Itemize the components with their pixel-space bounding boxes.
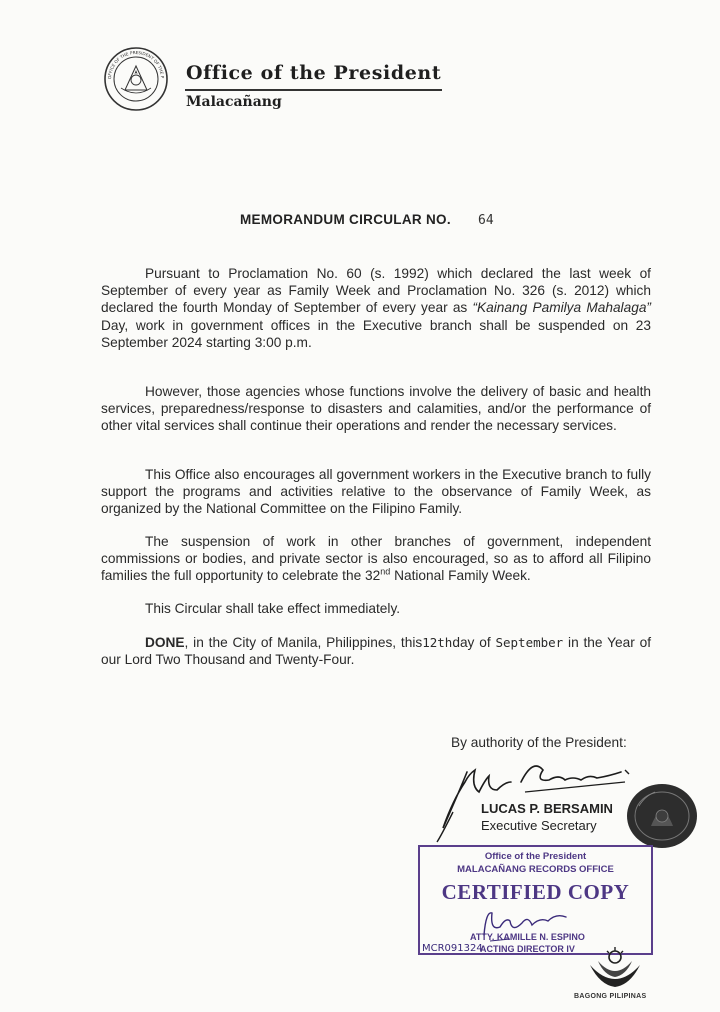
paragraph-6: DONE, in the City of Manila, Philippines, this12thday of September in the Year of our Lord Two Thousand and Twenty-Four. — [101, 635, 652, 668]
stamp-certified-copy: CERTIFIED COPY — [441, 880, 630, 904]
office-subtitle: Malacañang — [186, 94, 282, 110]
filled-day: 12th — [422, 635, 453, 650]
dry-seal-icon — [625, 782, 699, 850]
stamp-control-number: MCR091324 — [422, 943, 483, 954]
bagong-pilipinas-text: BAGONG PILIPINAS — [574, 993, 647, 1000]
presidential-seal-icon — [103, 46, 169, 112]
signer-title: Executive Secretary — [481, 818, 597, 833]
paragraph-2: However, those agencies whose functions involve the delivery of basic and health services, preparedness/response to disasters and calamities, and/or the performance of other vital services shall continue their operations and render the necessary services. — [101, 384, 651, 434]
stamp-signature-icon — [470, 905, 580, 945]
stamp-office: Office of the President — [484, 851, 587, 862]
paragraph-5: This Circular shall take effect immediately. — [145, 601, 401, 616]
authority-line: By authority of the President: — [451, 735, 627, 750]
quoted-day-name: “Kainang Pamilya Mahalaga” — [472, 300, 651, 316]
stamp-records-office: MALACAÑANG RECORDS OFFICE — [457, 864, 614, 875]
paragraph-1: Pursuant to Proclamation No. 60 (s. 1992) which declared the last week of September of every year as Family Week and Proclamation No. 326 (s. 2012) which declared the fourth Monday of September of every year as “Kainang Pamilya Mahalaga” Day, work in government offices in the Executive branch shall be suspended on 23 September 2024 starting 3:00 p.m. — [101, 266, 651, 350]
letterhead-divider — [185, 89, 442, 91]
memo-number: 64 — [478, 213, 494, 228]
paragraph-3: This Office also encourages all government workers in the Executive branch to fully support the programs and activities relative to the observance of Family Week, as organized by the National Committee on the Filipino Family. — [101, 467, 651, 517]
svg-text:OFFICE OF THE PRESIDENT OF THE: OFFICE OF THE PRESIDENT OF THE P — [106, 49, 166, 80]
bagong-pilipinas-logo-icon — [586, 945, 644, 993]
filled-month: September — [495, 635, 564, 650]
memo-heading: MEMORANDUM CIRCULAR NO. — [240, 212, 451, 227]
office-title: Office of the President — [186, 62, 442, 84]
signer-name: LUCAS P. BERSAMIN — [481, 801, 613, 816]
paragraph-4: The suspension of work in other branches of government, independent commissions or bodies, and private sector is also encouraged, so as to afford all Filipino families the full opportunity to celebrate the 32nd National Family Week. — [101, 534, 651, 584]
stamp-signatory: ATTY. KAMILLE N. ESPINO — [470, 932, 585, 942]
stamp-signatory-title: ACTING DIRECTOR IV — [480, 944, 575, 954]
